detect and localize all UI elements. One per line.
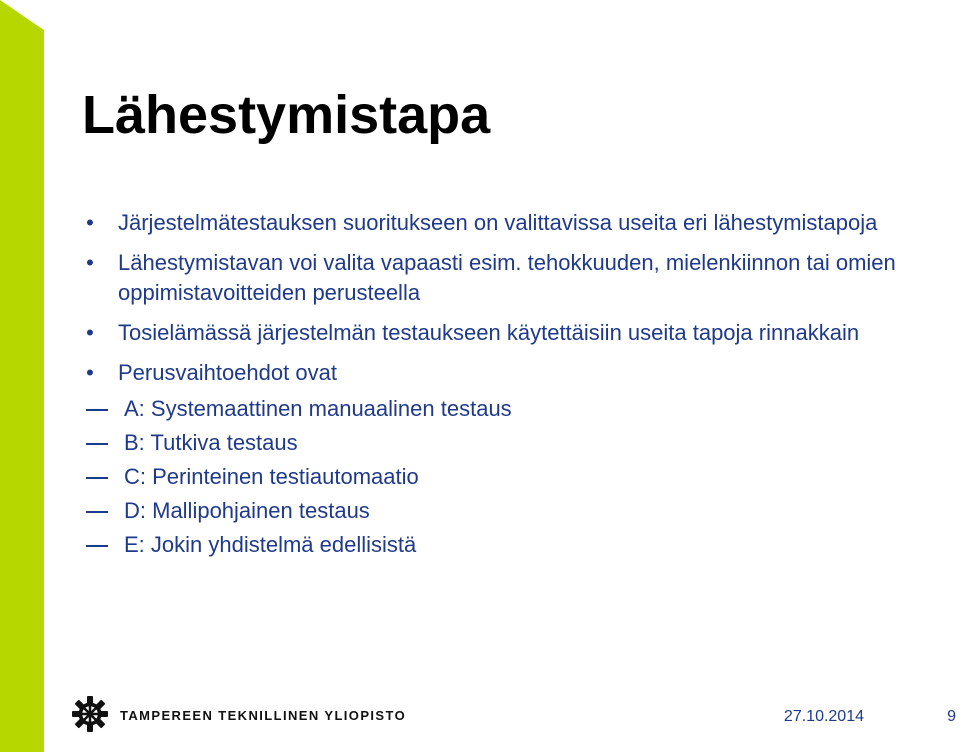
bullet-dot-icon: • bbox=[86, 210, 94, 235]
dash-icon bbox=[86, 409, 108, 411]
sub-bullet-item bbox=[82, 530, 942, 560]
bullet-text: Järjestelmätestauksen suoritukseen on valittavissa useita eri lähestymistapoja bbox=[118, 210, 878, 235]
sub-bullet-list bbox=[118, 394, 942, 560]
bullet-dot-icon: • bbox=[86, 250, 94, 275]
dash-icon bbox=[86, 443, 108, 445]
bullet-dot-icon: • bbox=[86, 320, 94, 345]
sub-bullet-text: D: Mallipohjainen testaus bbox=[124, 498, 370, 523]
bullet-text: Tosielämässä järjestelmän testaukseen käytettäisiin useita tapoja rinnakkain bbox=[118, 320, 860, 345]
bullet-text: Perusvaihtoehdot ovat bbox=[118, 360, 337, 385]
bullet-text: Lähestymistavan voi valita vapaasti esim. tehokkuuden, mielenkiinnon tai omien oppimistavoitteiden perusteella bbox=[118, 250, 896, 305]
sub-bullet-item bbox=[82, 394, 942, 424]
slide-title: Lähestymistapa bbox=[82, 85, 491, 145]
bullet-item bbox=[82, 248, 942, 308]
sub-bullet-item bbox=[82, 462, 942, 492]
bullet-item bbox=[82, 208, 942, 238]
tut-gear-logo-icon bbox=[70, 694, 110, 734]
sub-bullet-text: A: Systemaattinen manuaalinen testaus bbox=[124, 396, 512, 421]
sub-bullet-item bbox=[82, 428, 942, 458]
sub-bullet-text: E: Jokin yhdistelmä edellisistä bbox=[124, 532, 417, 557]
bullet-list bbox=[82, 208, 942, 570]
sub-bullet-text: C: Perinteinen testiautomaatio bbox=[124, 464, 419, 489]
bullet-item bbox=[82, 318, 942, 348]
footer-university-name: TAMPEREEN TEKNILLINEN YLIOPISTO bbox=[120, 708, 407, 723]
footer-date: 27.10.2014 bbox=[783, 708, 864, 725]
sub-bullet-text: B: Tutkiva testaus bbox=[124, 430, 298, 455]
bullet-item bbox=[82, 358, 942, 560]
dash-icon bbox=[86, 545, 108, 547]
sub-bullet-item bbox=[82, 496, 942, 526]
dash-icon bbox=[86, 511, 108, 513]
dash-icon bbox=[86, 477, 108, 479]
bullet-dot-icon: • bbox=[86, 360, 94, 385]
footer-page-number: 9 bbox=[947, 708, 956, 725]
accent-bar bbox=[0, 0, 44, 752]
